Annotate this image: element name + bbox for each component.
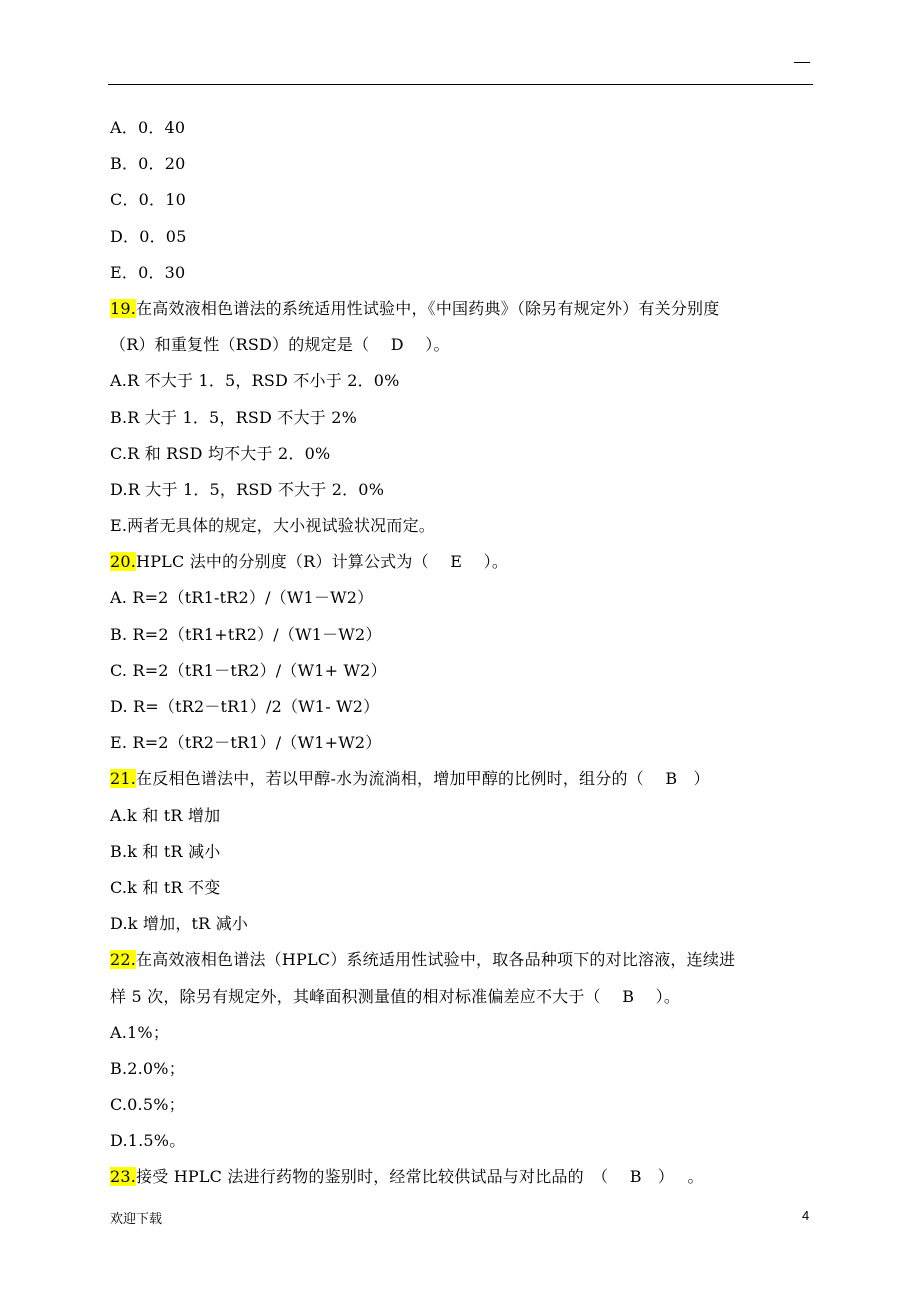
question-continuation: （R）和重复性（RSD）的规定是（ D ）。 [110,335,450,355]
option-line: C.0.5%； [110,1095,185,1115]
option-line: C.R 和 RSD 均不大于 2．0% [110,443,331,463]
option-line: D.R 大于 1．5，RSD 不大于 2．0% [110,479,385,499]
question-20: 20.HPLC 法中的分别度（R）计算公式为（ E ）。 [110,552,509,572]
option-line: B. R=2（tR1+tR2）/（W1－W2） [110,624,382,644]
option-line: C. R=2（tR1－tR2）/（W1+ W2） [110,660,387,680]
option-line: A.k 和 tR 增加 [110,805,221,825]
option-line: D.1.5%。 [110,1131,186,1151]
question-21: 21.在反相色谱法中，若以甲醇-水为流淌相，增加甲醇的比例时，组分的（ B ） [110,769,710,789]
option-line: B.R 大于 1．5，RSD 不大于 2% [110,407,358,427]
footer-label: 欢迎下载 [110,1212,163,1227]
option-line: B.2.0%； [110,1058,185,1078]
option-line: B．0．20 [110,154,186,174]
option-line: D. R=（tR2－tR1）/2（W1- W2） [110,697,380,716]
option-line: B.k 和 tR 减小 [110,841,221,861]
header-rule [108,84,813,85]
option-line: A.R 不大于 1．5，RSD 不小于 2．0% [110,371,400,391]
header-mark [794,62,810,63]
question-continuation: 样 5 次，除另有规定外，其峰面积测量值的相对标准偏差应不大于（ B ）。 [110,986,681,1006]
option-line: D.k 增加，tR 减小 [110,914,249,934]
option-line: A.1%； [110,1022,170,1042]
option-line: C.k 和 tR 不变 [110,877,221,897]
question-number: 21. [110,769,137,789]
page-number: 4 [802,1208,810,1223]
question-19: 19.在高效液相色谱法的系统适用性试验中，《中国药典》（除另有规定外）有关分别度 [110,298,720,318]
option-line: A. R=2（tR1-tR2）/（W1－W2） [110,588,374,608]
question-23: 23.接受 HPLC 法进行药物的鉴别时，经常比较供试品与对比品的 （ B ） 。 [110,1167,704,1187]
option-line: C．0．10 [110,190,186,210]
option-line: E. R=2（tR2－tR1）/（W1+W2） [110,733,382,753]
question-number: 23. [110,1167,137,1187]
question-number: 22. [110,950,137,970]
option-line: E.两者无具体的规定，大小视试验状况而定。 [110,516,435,536]
option-line: E．0．30 [110,262,186,282]
document-body [110,116,815,1202]
option-line: A．0．40 [110,118,186,137]
option-line: D．0．05 [110,226,187,246]
question-22: 22.在高效液相色谱法（HPLC）系统适用性试验中，取各品种项下的对比溶液，连续进 [110,950,736,970]
question-number: 19. [110,298,137,318]
question-number: 20. [110,552,137,572]
